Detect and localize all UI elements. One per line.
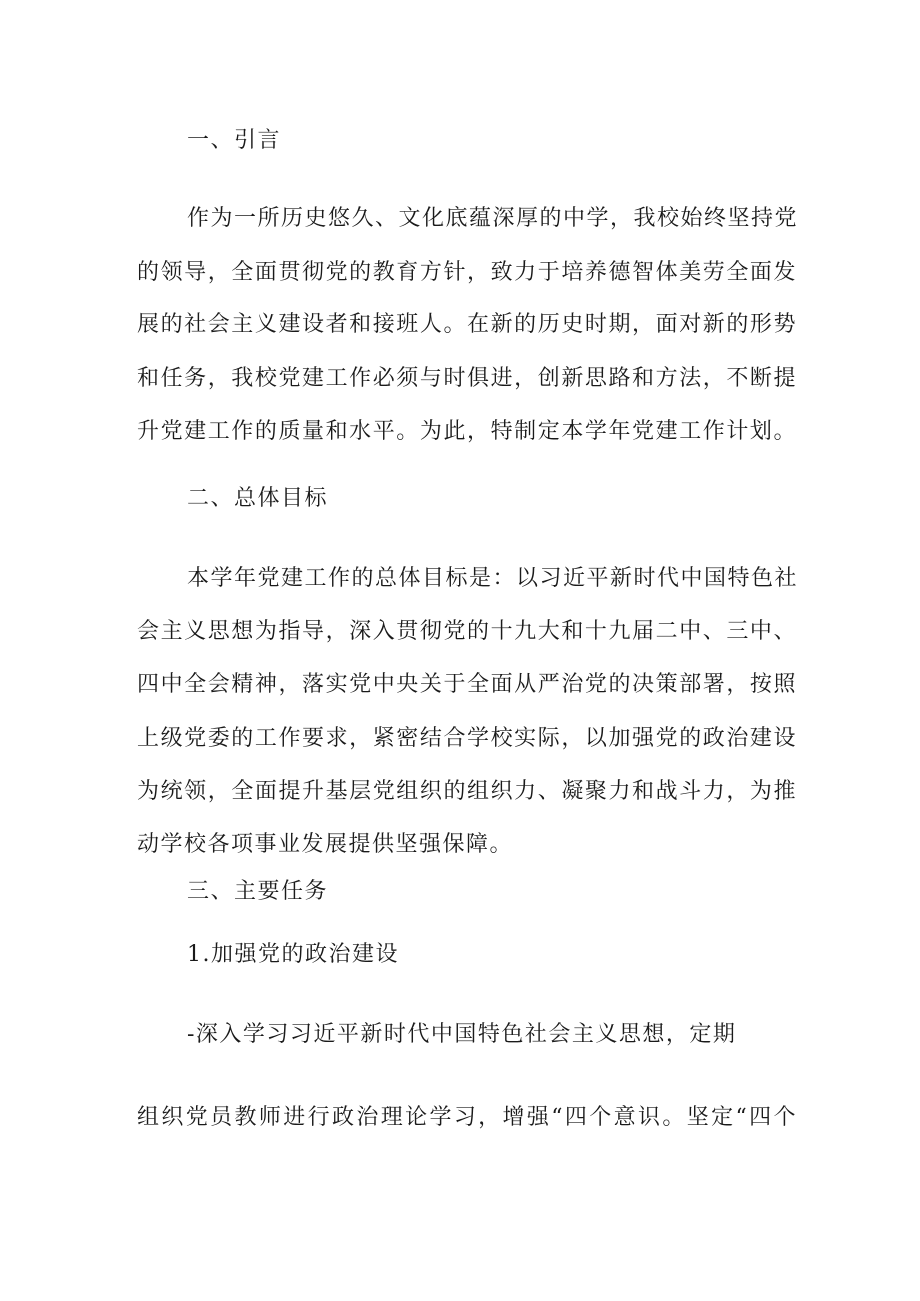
task-continuation-line: 组织党员教师进行政治理论学习，增强“四个意识。坚定“四个 (137, 1105, 797, 1130)
paragraph-line: 和任务，我校党建工作必须与时俱进，创新思路和方法，不断提 (137, 366, 797, 391)
paragraph-line: 展的社会主义建设者和接班人。在新的历史时期，面对新的形势 (137, 312, 797, 337)
paragraph-line: 的领导，全面贯彻党的教育方针，致力于培养德智体美劳全面发 (137, 260, 797, 285)
subsection-heading: 1.加强党的政治建设 (187, 942, 399, 967)
section-heading-overall-goals: 二、总体目标 (187, 486, 329, 511)
paragraph-line: 四中全会精神，落实党中央关于全面从严治党的决策部署，按照 (137, 672, 797, 697)
section-heading-main-tasks: 三、主要任务 (187, 879, 329, 904)
paragraph-line: 会主义思想为指导，深入贯彻党的十九大和十九届二中、三中、 (137, 619, 797, 644)
paragraph-line: 为统领，全面提升基层党组织的组织力、凝聚力和战斗力，为推 (137, 779, 797, 804)
paragraph-line: 动学校各项事业发展提供坚强保障。 (137, 832, 514, 857)
section-heading-introduction: 一、引言 (187, 128, 282, 153)
paragraph-line: 上级党委的工作要求，紧密结合学校实际，以加强党的政治建设 (137, 726, 797, 751)
paragraph-line: 本学年党建工作的总体目标是：以习近平新时代中国特色社 (187, 566, 799, 591)
paragraph-line: 作为一所历史悠久、文化底蕴深厚的中学，我校始终坚持党 (187, 206, 799, 231)
task-item-line: -深入学习习近平新时代中国特色社会主义思想，定期 (187, 1022, 737, 1047)
paragraph-line: 升党建工作的质量和水平。为此，特制定本学年党建工作计划。 (137, 419, 797, 444)
